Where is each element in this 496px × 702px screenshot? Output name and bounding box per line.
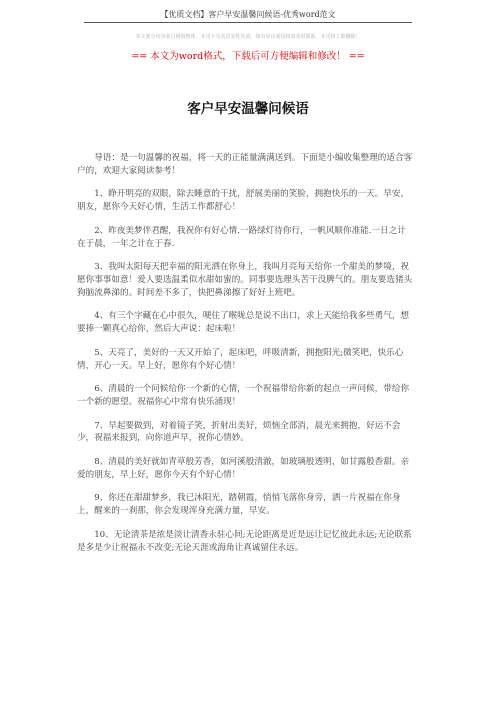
disclaimer-text: 本文部分内容来自网络整理，本司不为其真实性负责，如有异议或侵权请及时联系，本司将立即删除！ xyxy=(135,34,361,40)
greeting-paragraph-2: 2、昨夜美梦伴君醒，我祝你有好心情.一路绿灯待你行，一帆风顺你准能.一日之计在于晨，一年之计在于春. xyxy=(77,225,406,249)
greeting-paragraph-7: 7、早起要做到，对着镜子笑，折射出美好，烦恼全部消，晨光来拥抱，好运不会少，祝福来报到，向你道声早，祝你心情妙。 xyxy=(77,420,401,444)
greeting-paragraph-1: 1、睁开明亮的双眼，除去睡意的干扰，舒展美丽的笑脸，拥抱快乐的一天。早安，朋友，愿你今天好心情，生活工作都舒心！ xyxy=(77,189,410,213)
greeting-paragraph-9: 9、你还在甜甜梦乡，我已沐阳光，踏朝霞，悄悄飞落你身旁，洒一片祝福在你身上，醒来的一刹那，你会发现浑身充满力量，早安。 xyxy=(77,493,401,517)
intro-paragraph: 导语：是一句温馨的祝福，将一天的正能量满满送到。下面是小编收集整理的适合客户的，欢迎大家阅读参考！ xyxy=(77,153,413,176)
greeting-paragraph-6: 6、清晨的一个问候给你一个新的心情，一个祝福带给你新的起点一声问候，带给你一个新的愿望。祝福你心中常有快乐涌现！ xyxy=(77,384,410,407)
greeting-paragraph-10: 10、无论清茶是浓是淡让清香永驻心间;无论距离是近是远让记忆彼此永远;无论联系是多是少让祝福永不改变;无论天涯或海角让真诚留住永远。 xyxy=(77,529,412,553)
header-divider xyxy=(84,22,412,23)
greeting-paragraph-3: 3、我叫太阳每天把幸福的阳光洒在你身上，我叫月亮每天给你一个甜美的梦境，祝愿你事事如意！爱人要选温柔似水甜如蜜的。同事要选理头苦干没脾气的。朋友要选猪头狗脑流鼻涕的。时间差不多了，快把鼻涕擦了好好上班吧。 xyxy=(77,262,413,298)
greeting-paragraph-4: 4、有三个字藏在心中很久，哽住了喉咙总是说不出口，求上天能给我多些勇气，想要捧一颗真心给你，然后大声说：起床啦！ xyxy=(77,311,410,335)
greeting-paragraph-5: 5、天亮了，美好的一天又开始了，起床吧，呼吸清新，拥抱阳光;微笑吧，快乐心情，开心一天。早上好，愿你有个好心情！ xyxy=(77,347,404,371)
document-header-title: 【优质文档】客户早安温馨问候语-优秀word范文 xyxy=(160,10,336,19)
page-title: 客户早安温馨问候语 xyxy=(187,101,309,117)
format-notice: == 本文为word格式，下载后可方便编辑和修改！ == xyxy=(131,51,365,62)
document-body xyxy=(77,152,413,565)
greeting-paragraph-8: 8、清晨的美好就如青草般芳香，如河溪般清澈，如玻璃般透明，如甘露般香甜。亲爱的朋友，早上好，愿你今天有个好心情！ xyxy=(77,456,410,480)
